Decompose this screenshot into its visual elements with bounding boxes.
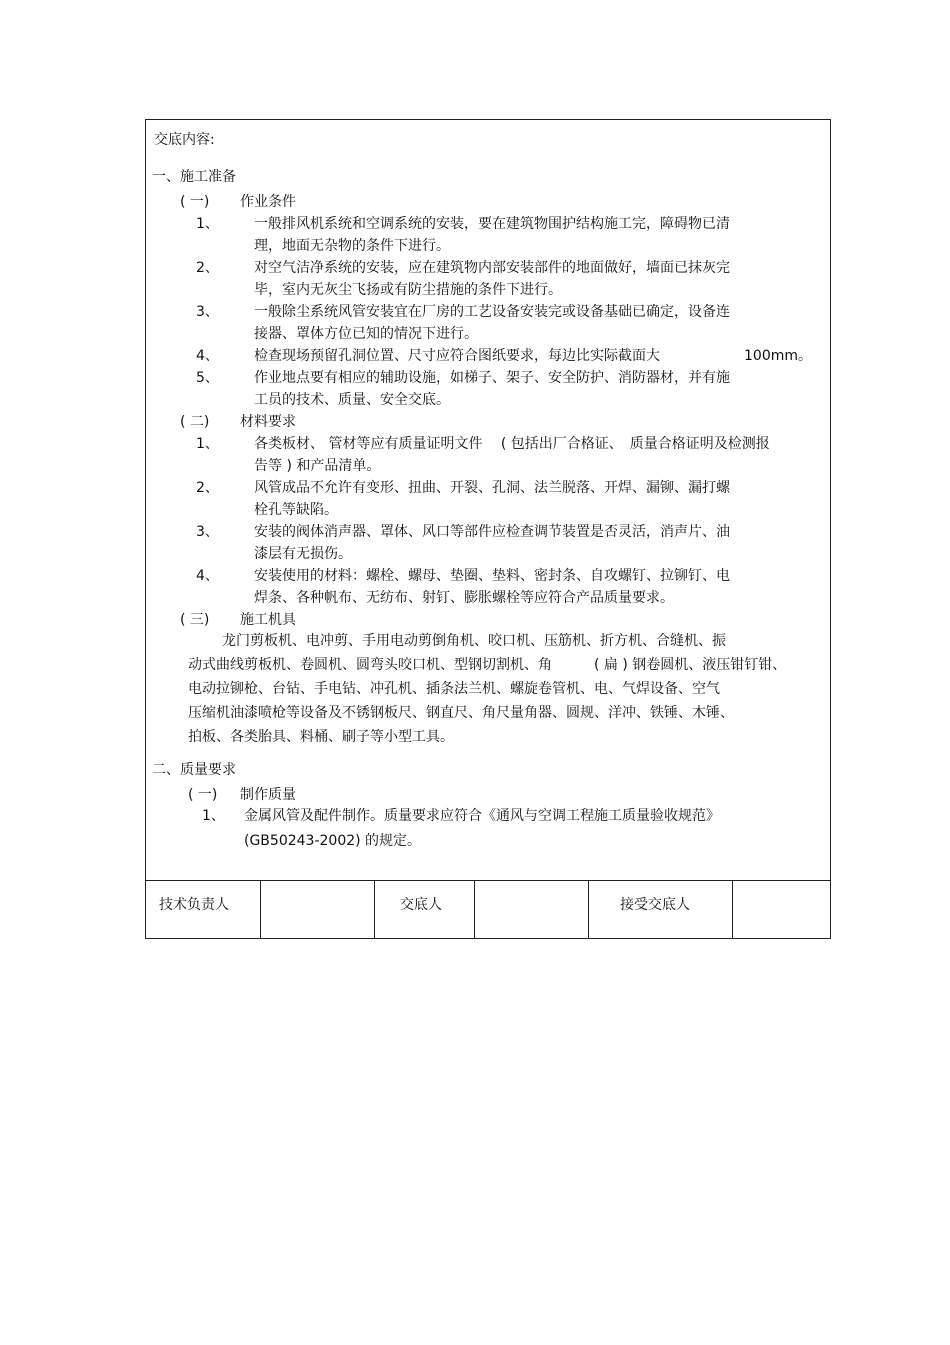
footer-col-divider-1 (260, 880, 261, 938)
s1-sub1-item-4-tail: 100mm。 (744, 348, 812, 364)
s1-sub2-item-3-line-1: 安装的阀体消声器、罩体、风口等部件应检查调节装置是否灵活，消声片、油 (254, 524, 730, 540)
section-1-title: 一、施工准备 (152, 169, 236, 185)
s1-sub3-line-5: 拍板、各类胎具、料桶、刷子等小型工具。 (188, 729, 454, 745)
s1-sub1-item-1-line-2: 理，地面无杂物的条件下进行。 (254, 238, 450, 254)
s1-sub2-item-2-line-2: 栓孔等缺陷。 (254, 502, 338, 518)
s1-sub1-item-2-line-2: 毕，室内无灰尘飞扬或有防尘措施的条件下进行。 (254, 282, 562, 298)
s1-sub1-item-4-line-1: 检查现场预留孔洞位置、尺寸应符合图纸要求，每边比实际截面大 (254, 348, 660, 364)
section-2-title: 二、质量要求 (152, 762, 236, 778)
s1-sub1-item-5-line-2: 工员的技术、质量、安全交底。 (254, 392, 450, 408)
footer-divider (146, 880, 830, 881)
s1-sub2-item-2-line-1: 风管成品不允许有变形、扭曲、开裂、孔洞、法兰脱落、开焊、漏铆、漏打螺 (254, 480, 730, 496)
s1-sub2-item-4-line-1: 安装使用的材料：螺栓、螺母、垫圈、垫料、密封条、自攻螺钉、拉铆钉、电 (254, 568, 730, 584)
s1-sub1-item-3-line-2: 接器、罩体方位已知的情况下进行。 (254, 326, 478, 342)
s1-sub2-item-2-num: 2、 (196, 480, 219, 496)
receiver-label: 接受交底人 (620, 897, 690, 913)
disclosure-form (145, 119, 831, 939)
s1-sub2-item-3-line-2: 漆层有无损伤。 (254, 546, 352, 562)
footer-col-divider-2 (374, 880, 375, 938)
tech-lead-signature-field[interactable] (262, 897, 372, 913)
s1-sub2-title: 材料要求 (240, 414, 296, 430)
s1-sub3-title: 施工机具 (240, 612, 296, 628)
tech-lead-label: 技术负责人 (159, 897, 229, 913)
s1-sub3-line-3: 电动拉铆枪、台钻、手电钻、冲孔机、插条法兰机、螺旋卷管机、电、气焊设备、空气 (188, 681, 720, 697)
s1-sub1-item-2-num: 2、 (196, 260, 219, 276)
s1-sub1-item-5-num: 5、 (196, 370, 219, 386)
receiver-signature-field[interactable] (734, 897, 830, 913)
s1-sub1-item-3-num: 3、 (196, 304, 219, 320)
s1-sub3-line-1: 龙门剪板机、电冲剪、手用电动剪倒角机、咬口机、压筋机、折方机、合缝机、振 (222, 633, 726, 649)
s1-sub1-item-3-line-1: 一般除尘系统风管安装宜在厂房的工艺设备安装完或设备基础已确定，设备连 (254, 304, 730, 320)
s1-sub2-item-1-num: 1、 (196, 436, 219, 452)
s1-sub2-item-3-num: 3、 (196, 524, 219, 540)
s1-sub1-number: ( 一) (180, 194, 210, 210)
s2-sub1-title: 制作质量 (240, 787, 296, 803)
discloser-signature-field[interactable] (476, 897, 586, 913)
s1-sub2-item-1-line-2: 告等 ) 和产品清单。 (254, 458, 381, 474)
footer-col-divider-4 (588, 880, 589, 938)
s1-sub1-item-4-num: 4、 (196, 348, 219, 364)
s2-item-1-line-1: 金属风管及配件制作。质量要求应符合《通风与空调工程施工质量验收规范》 (244, 808, 720, 824)
footer-col-divider-3 (474, 880, 475, 938)
s1-sub3-line-4: 压缩机油漆喷枪等设备及不锈钢板尺、钢直尺、角尺量角器、圆规、洋冲、铁锤、木锤、 (188, 705, 734, 721)
s2-item-1-line-2: (GB50243-2002) 的规定。 (244, 833, 422, 849)
s2-sub1-number: ( 一) (188, 787, 218, 803)
s1-sub3-line-2: 动式曲线剪板机、卷圆机、圆弯头咬口机、型钢切割机、角 ( 扁 ) 钢卷圆机、液压钳钉钳、 (188, 657, 787, 673)
s1-sub1-item-1-num: 1、 (196, 216, 219, 232)
s1-sub1-title: 作业条件 (240, 194, 296, 210)
discloser-label: 交底人 (400, 897, 442, 913)
s1-sub2-item-1-line-1: 各类板材、 管材等应有质量证明文件 ( 包括出厂合格证、 质量合格证明及检测报 (254, 436, 770, 452)
content-heading: 交底内容: (154, 132, 215, 148)
s1-sub1-item-1-line-1: 一般排风机系统和空调系统的安装，要在建筑物围护结构施工完，障碍物已清 (254, 216, 730, 232)
s1-sub1-item-2-line-1: 对空气洁净系统的安装，应在建筑物内部安装部件的地面做好，墙面已抹灰完 (254, 260, 730, 276)
s2-item-1-num: 1、 (202, 808, 225, 824)
footer-col-divider-5 (732, 880, 733, 938)
s1-sub2-item-4-num: 4、 (196, 568, 219, 584)
s1-sub3-number: ( 三) (180, 612, 210, 628)
s1-sub1-item-5-line-1: 作业地点要有相应的辅助设施，如梯子、架子、安全防护、消防器材，并有施 (254, 370, 730, 386)
s1-sub2-number: ( 二) (180, 414, 210, 430)
s1-sub2-item-4-line-2: 焊条、各种帆布、无纺布、射钉、膨胀螺栓等应符合产品质量要求。 (254, 590, 674, 606)
